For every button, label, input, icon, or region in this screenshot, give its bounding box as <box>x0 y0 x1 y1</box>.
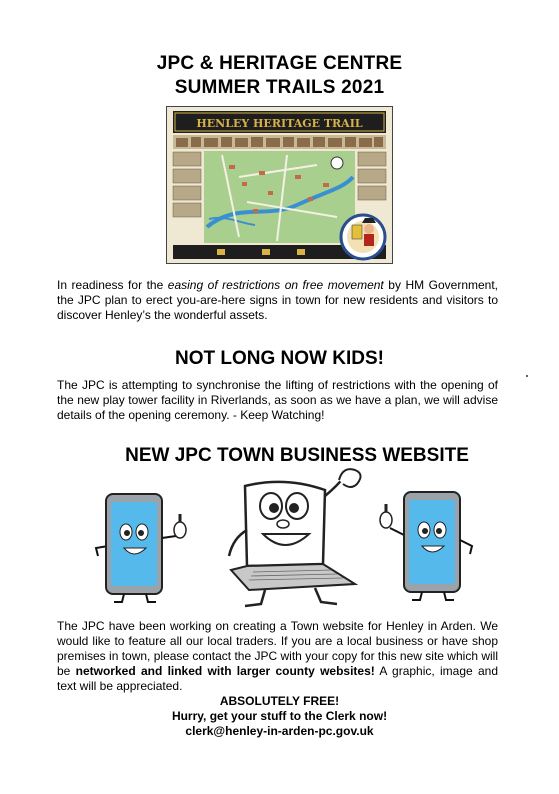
clerk-email: clerk@henley-in-arden-pc.gov.uk <box>185 724 374 738</box>
website-heading: NEW JPC TOWN BUSINESS WEBSITE <box>125 445 469 466</box>
laptop-mascot-illustration <box>205 466 375 611</box>
website-text-start: The JPC have been working on creating a Town website for Henley in Arden. We would like to feature all our local traders. If you are a local business or have shop premises in town, please contact the JPC with your copy for this new site which will be <box>57 619 498 678</box>
kids-paragraph: The JPC is attempting to synchronise the lifting of restrictions with the opening of the new play tower facility in Riverlands, as soon as we have a plan, we will advise details of the opening ceremony. - Keep Watching! <box>57 378 498 422</box>
page-title-line-1: JPC & HERITAGE CENTRE <box>156 53 403 74</box>
heritage-trail-map-image <box>166 106 393 264</box>
phone-mascot-left-illustration <box>88 486 196 606</box>
page-title-line-2: SUMMER TRAILS 2021 <box>174 77 385 98</box>
website-paragraph <box>57 619 498 694</box>
kids-heading: NOT LONG NOW KIDS! <box>175 348 384 369</box>
website-text-end: A graphic, image and text will be appreciated. <box>57 664 498 693</box>
free-notice: ABSOLUTELY FREE! <box>219 694 340 708</box>
phone-mascot-right-illustration <box>372 488 482 606</box>
stray-dot <box>526 375 528 377</box>
trail-map-title: HENLEY HERITAGE TRAIL <box>196 117 363 130</box>
intro-text-start: In readiness for the <box>57 278 168 292</box>
heritage-trail-map-graphic <box>167 107 392 263</box>
clerk-cta: Hurry, get your stuff to the Clerk now! <box>171 709 388 723</box>
intro-paragraph <box>57 278 498 323</box>
intro-text-end: by HM Government, the JPC plan to erect you-are-here signs in town for new residents and visitors to discover Henley’s the wonderful assets. <box>57 278 499 322</box>
website-bold-phrase: networked and linked with larger county websites! <box>75 664 375 678</box>
call-to-action-block <box>0 694 559 739</box>
intro-italic-phrase: easing of restrictions on free movement <box>167 278 384 292</box>
